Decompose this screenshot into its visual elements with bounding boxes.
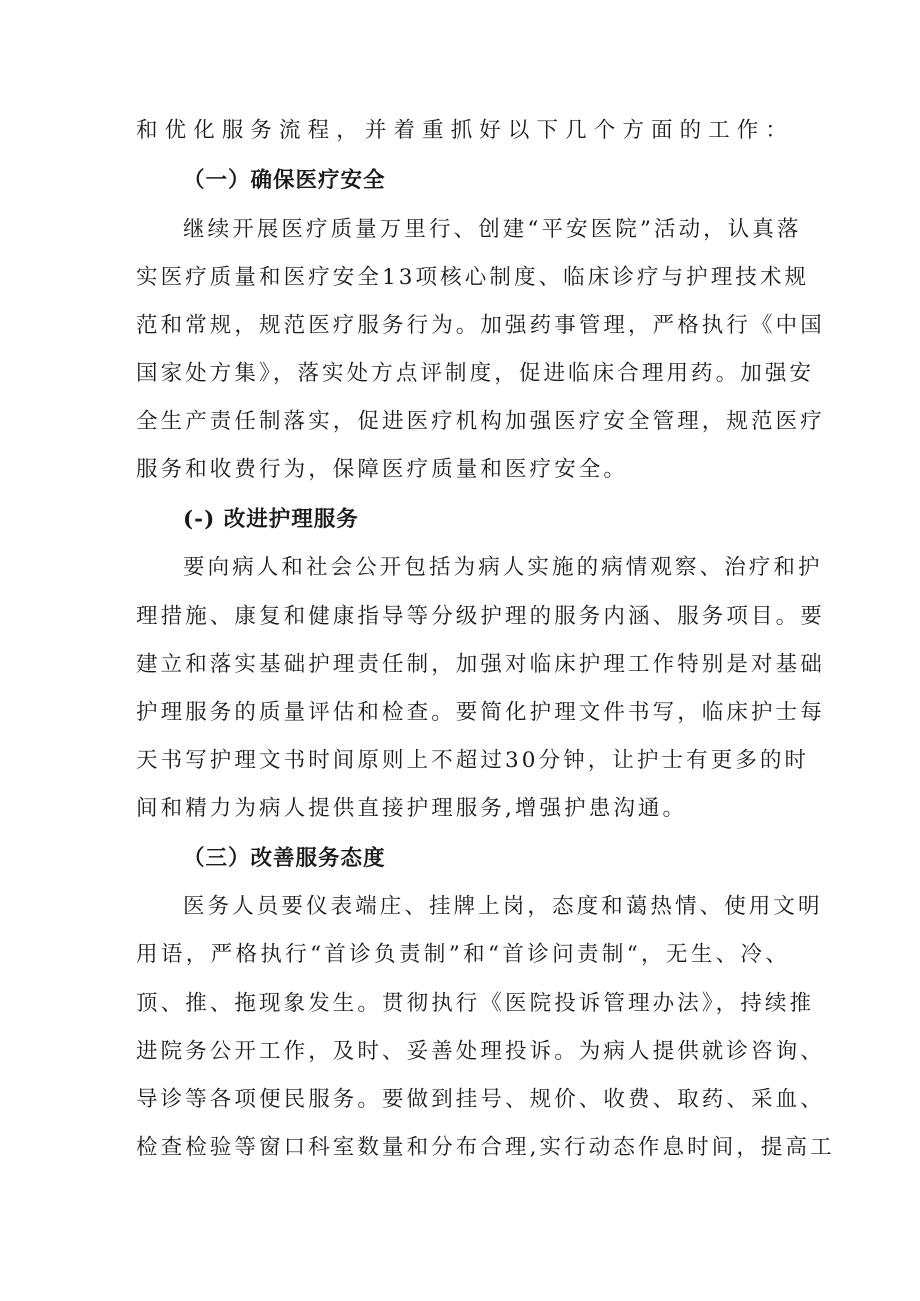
- paragraph-line: 顶、推、拖现象发生。贯彻执行《医院投诉管理办法》，持续推: [136, 991, 815, 1016]
- section-heading-service-attitude: （三）改善服务态度: [183, 846, 386, 871]
- paragraph-line: 要向病人和社会公开包括为病人实施的病情观察、治疗和护: [183, 555, 823, 580]
- paragraph-line: 范和常规，规范医疗服务行为。加强药事管理，严格执行《中国: [136, 313, 825, 338]
- paragraph-line: 检查检验等窗口科室数量和分布合理,实行动态作息时间，提高工: [136, 1135, 835, 1160]
- paragraph-line: 间和精力为病人提供直接护理服务,增强护患沟通。: [136, 796, 688, 821]
- paragraph-line: 服务和收费行为，保障医疗质量和医疗安全。: [136, 457, 629, 482]
- paragraph-line: 天书写护理文书时间原则上不超过30分钟，让护士有更多的时: [136, 748, 810, 773]
- paragraph-line: 国家处方集》，落实处方点评制度，促进临床合理用药。加强安: [136, 361, 815, 386]
- paragraph-line: 导诊等各项便民服务。要做到挂号、规价、收费、取药、采血、: [136, 1087, 825, 1112]
- paragraph-line: 理措施、康复和健康指导等分级护理的服务内涵、服务项目。要: [136, 604, 825, 629]
- paragraph-line: 进院务公开工作，及时、妥善处理投诉。为病人提供就诊咨询、: [136, 1039, 825, 1064]
- paragraph-line: 实医疗质量和医疗安全13项核心制度、临床诊疗与护理技术规: [136, 265, 810, 290]
- section-heading-nursing-service: (-) 改进护理服务: [183, 507, 359, 532]
- paragraph-line: 继续开展医疗质量万里行、创建“平安医院”活动，认真落: [183, 217, 802, 242]
- paragraph-line: 建立和落实基础护理责任制，加强对临床护理工作特别是对基础: [136, 652, 825, 677]
- paragraph-line: 全生产责任制落实，促进医疗机构加强医疗安全管理，规范医疗: [136, 409, 825, 434]
- intro-paragraph: 和优化服务流程，并着重抓好以下几个方面的工作：: [136, 118, 790, 143]
- paragraph-line: 用语，严格执行“首诊负责制”和“首诊问责制“，无生、冷、: [136, 942, 790, 967]
- section-heading-medical-safety: （一）确保医疗安全: [183, 168, 386, 193]
- paragraph-line: 护理服务的质量评估和检查。要简化护理文件书写，临床护士每: [136, 700, 825, 725]
- paragraph-line: 医务人员要仪表端庄、挂牌上岗，态度和蔼热情、使用文明: [183, 894, 823, 919]
